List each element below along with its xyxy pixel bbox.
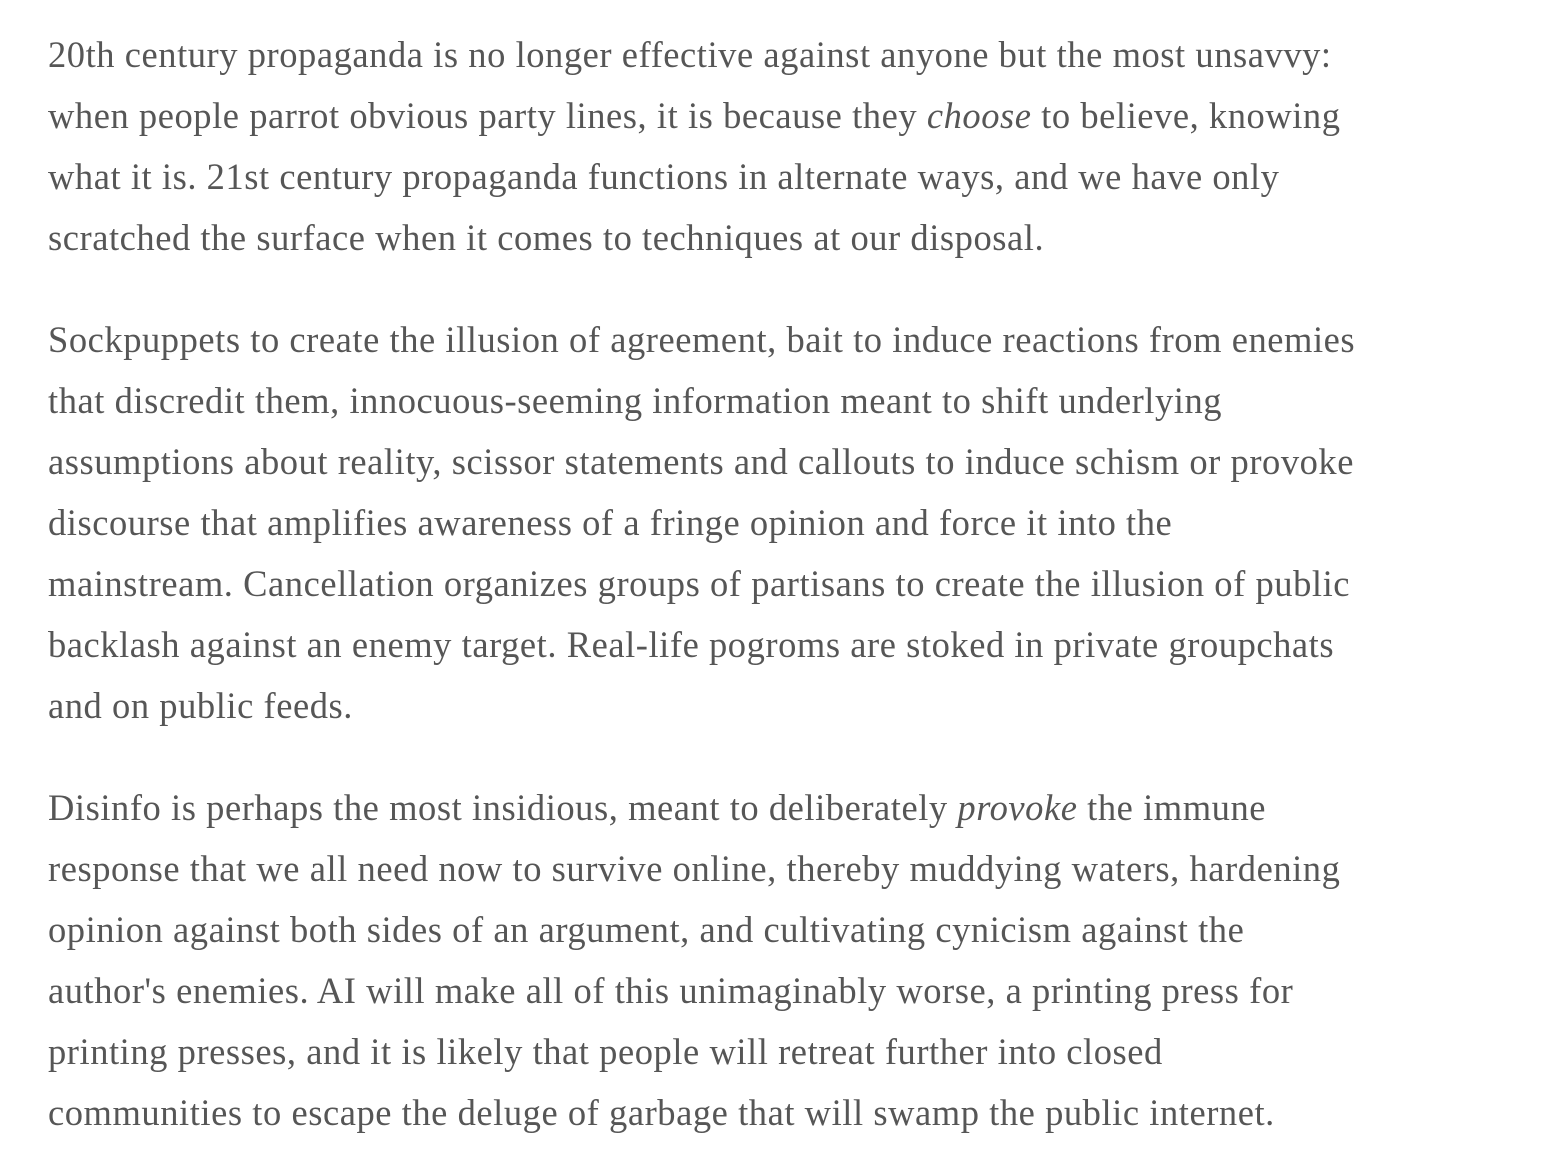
paragraph-line: author's enemies. AI will make all of this unimaginably worse, a printing press for <box>48 970 1294 1011</box>
paragraph-1 <box>48 24 1538 268</box>
paragraph-2 <box>48 309 1538 736</box>
paragraph-line: and on public feeds. <box>48 685 353 726</box>
paragraph-line: opinion against both sides of an argument, and cultivating cynicism against the <box>48 909 1245 950</box>
line-text: when people parrot obvious party lines, it is because they <box>48 95 927 136</box>
line-text: Disinfo is perhaps the most insidious, meant to deliberately <box>48 787 958 828</box>
paragraph-line: what it is. 21st century propaganda functions in alternate ways, and we have only <box>48 156 1280 197</box>
paragraph-line: printing presses, and it is likely that people will retreat further into closed <box>48 1031 1163 1072</box>
paragraph-line: response that we all need now to survive online, thereby muddying waters, hardening <box>48 848 1341 889</box>
paragraph-line: 20th century propaganda is no longer effective against anyone but the most unsavvy: <box>48 34 1332 75</box>
emphasis-text: choose <box>926 95 1032 136</box>
paragraph-line: communities to escape the deluge of garbage that will swamp the public internet. <box>48 1092 1275 1133</box>
paragraph-line: scratched the surface when it comes to techniques at our disposal. <box>48 217 1045 258</box>
paragraph-line: that discredit them, innocuous-seeming information meant to shift underlying <box>48 380 1223 421</box>
paragraph-line: mainstream. Cancellation organizes groups of partisans to create the illusion of public <box>48 563 1351 604</box>
paragraph-3 <box>48 777 1538 1143</box>
article-body <box>48 24 1538 1143</box>
paragraph-line <box>48 777 1538 838</box>
emphasis-text: provoke <box>957 787 1078 828</box>
line-text: to believe, knowing <box>1031 95 1341 136</box>
paragraph-line: assumptions about reality, scissor statements and callouts to induce schism or provoke <box>48 441 1354 482</box>
paragraph-line: Sockpuppets to create the illusion of agreement, bait to induce reactions from enemies <box>48 319 1356 360</box>
paragraph-line: backlash against an enemy target. Real-life pogroms are stoked in private groupchats <box>48 624 1335 665</box>
line-text: the immune <box>1077 787 1266 828</box>
paragraph-line <box>48 85 1538 146</box>
paragraph-line: discourse that amplifies awareness of a fringe opinion and force it into the <box>48 502 1173 543</box>
